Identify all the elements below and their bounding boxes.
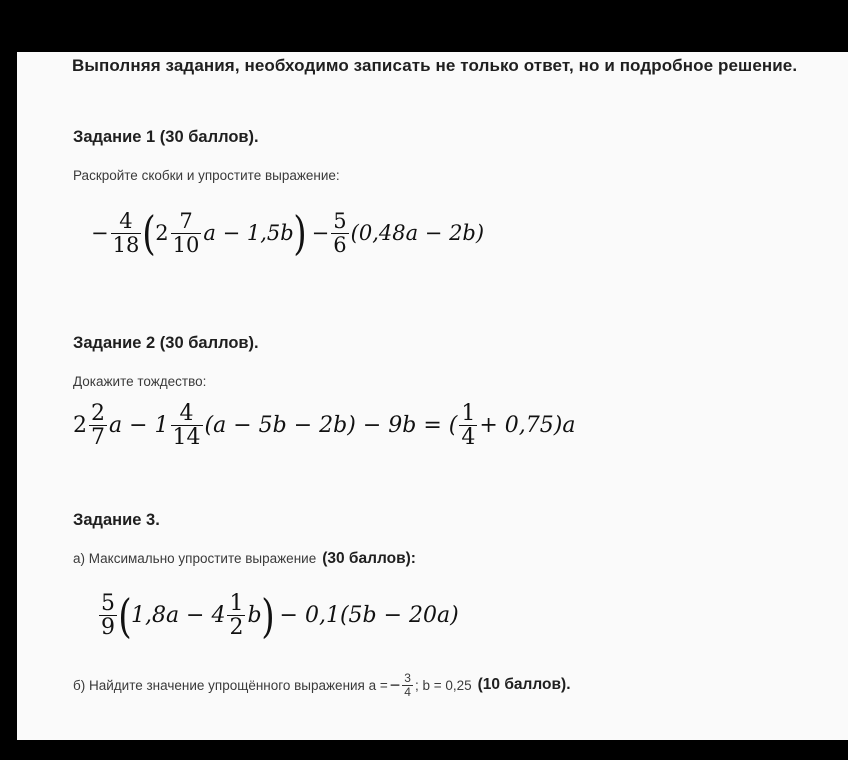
task2-title: Задание 2 (30 баллов).: [73, 334, 259, 352]
task3-part-b-text: б) Найдите значение упрощённого выражения a =: [73, 677, 388, 693]
frac-den: 4: [461, 425, 476, 451]
task2-instruction: Докажите тождество:: [73, 374, 207, 389]
expr-part: (0,48a − 2b): [350, 221, 485, 245]
frac-num: 2: [91, 401, 105, 426]
frac-den: 10: [172, 232, 200, 257]
frac-den: 18: [112, 232, 140, 257]
frac-num: 7: [179, 209, 193, 234]
task1-title: Задание 1 (30 баллов).: [73, 128, 259, 146]
frac-den: 7: [91, 425, 105, 451]
frac-den: 9: [101, 615, 115, 641]
expr-part: (a − 5b − 2b) − 9b = (: [204, 413, 458, 439]
intro-text: Выполняя задания, необходимо записать не только ответ, но и подробное решение.: [72, 56, 798, 75]
expr-part: − 0,1(5b − 20a): [279, 603, 459, 629]
mixed-whole: 2: [73, 413, 87, 439]
frac-num: 1: [461, 401, 476, 426]
frac-num: 1: [229, 591, 244, 616]
frac-den: 14: [172, 425, 201, 451]
expr-part: a − 1: [109, 413, 169, 439]
fraction-5-9: [99, 592, 117, 639]
frac-den: 2: [229, 615, 244, 641]
task3-part-b: [73, 672, 571, 698]
left-paren: (: [142, 206, 157, 260]
fraction-4-14: [171, 402, 203, 449]
fraction-4-18: [111, 210, 142, 255]
frac-num: 4: [179, 401, 194, 426]
task3-part-b-rest: ; b = 0,25: [414, 677, 472, 693]
expr-part: + 0,75)a: [479, 413, 576, 439]
fraction-5-6: [331, 210, 348, 255]
task3-title: Задание 3.: [73, 511, 160, 529]
task1-instruction: Раскройте скобки и упростите выражение:: [73, 168, 340, 183]
task2-formula: [73, 402, 575, 449]
expr-part: 1,8a − 4: [130, 603, 226, 629]
frac-num: 5: [333, 209, 347, 234]
fraction-1-4: [459, 402, 477, 449]
left-paren: (: [118, 588, 132, 643]
task3-part-b-points: (10 баллов).: [477, 676, 571, 694]
task3-part-a-text: а) Максимально упростите выражение: [73, 551, 317, 566]
minus-sign: −: [389, 674, 401, 695]
fraction-3-4: [402, 672, 413, 698]
frac-num: 4: [119, 209, 133, 234]
task3-part-a-points: (30 баллов):: [322, 550, 416, 567]
assignment-page: [17, 52, 848, 740]
mixed-whole: 2: [155, 221, 169, 245]
frac-num: 5: [101, 591, 115, 616]
expr-part: b: [247, 603, 262, 629]
frac-den: 4: [404, 684, 411, 699]
right-paren: ): [292, 206, 307, 260]
fraction-7-10: [171, 210, 202, 255]
minus-sign: −: [91, 221, 109, 245]
task3-part-a: [73, 550, 416, 568]
frac-den: 6: [333, 232, 347, 257]
task1-formula: [91, 206, 485, 260]
fraction-1-2: [227, 592, 245, 639]
fraction-2-7: [89, 402, 107, 449]
task3-formula: [97, 588, 459, 643]
frac-num: 3: [404, 671, 411, 685]
expr-part: a − 1,5b: [203, 221, 294, 245]
right-paren: ): [260, 588, 275, 643]
minus-sign: −: [311, 221, 330, 245]
